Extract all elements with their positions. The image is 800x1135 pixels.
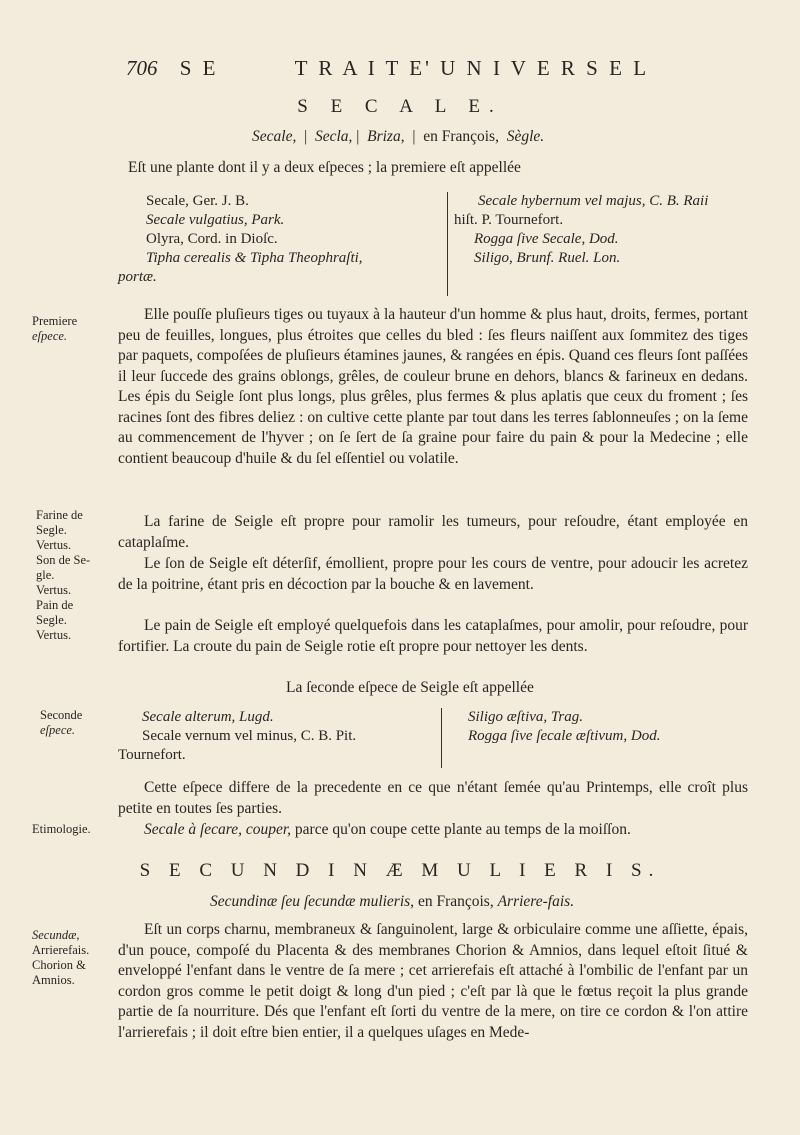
margin-text: Segle. bbox=[36, 523, 67, 537]
margin-text: Amnios. bbox=[32, 973, 75, 987]
syn-left-line: Secale vulgatius, Park. bbox=[146, 212, 285, 228]
syn2-left-line bbox=[142, 708, 356, 727]
margin-text: Secundæ, bbox=[32, 928, 80, 942]
paragraph-description: Elle pouſſe pluſieurs tiges ou tuyaux à la hauteur d'un homme & plus haut, droits, fermes, portant peu de feuilles, longues, plus étroites que celles du bled : ſes fleurs naiſſent aux ſommitez des tiges par paquets, compoſées de pluſieurs étamines jaunes, & rangées en épis. Quand ces fleurs ſont paſſées il leur ſuccede des grains oblongs, grêles, de couleur brune en dehors, blancs & farineux en dedans. Les épis du Seigle ſont plus longs, plus grêles, plus fermes & plus aplatis que ceux du froment ; ſes racines ſont des fibres deliez : on cultive cette plante par tout dans les terres ſablonneuſes ; on la ſeme au commencement de l'hyver ; on ſe ſert de ſa graine pour faire du pain & pour la Medecine ; elle contient beaucoup d'huile & du ſel eſſentiel ou volatile. bbox=[118, 306, 748, 467]
synonyms-left bbox=[146, 192, 363, 268]
margin-text: Segle. bbox=[36, 613, 67, 627]
paragraph-differe: Cette eſpece differe de la precedente en ce que n'étant ſemée qu'au Printemps, elle croît plus petite en toutes ſes parties. bbox=[118, 779, 748, 817]
running-head bbox=[126, 56, 650, 81]
syn2-text: Secale vernum vel minus, C. B. Pit. bbox=[142, 728, 357, 744]
paragraph-farine: La farine de Seigle eſt propre pour ramolir les tumeurs, pour reſoudre, étant employée en cataplaſme. bbox=[118, 513, 748, 551]
syn-left-line: Secale, Ger. J. B. bbox=[146, 193, 249, 209]
secundinae-title: S E C U N D I N Æ M U L I E R I S. bbox=[139, 860, 661, 881]
margin-text: Vertus. bbox=[36, 583, 72, 597]
running-head-right: T R A I T E' U N I V E R S E L bbox=[294, 56, 650, 80]
margin-note-farine bbox=[36, 508, 90, 643]
column-divider bbox=[447, 192, 448, 296]
margin-text: Vertus. bbox=[36, 628, 72, 642]
etymology-term: Secale à ſecare, couper, bbox=[144, 821, 292, 838]
running-head-left: S E bbox=[179, 56, 219, 80]
syn-left-line: Olyra, Cord. in Dioſc. bbox=[146, 231, 278, 247]
name-secla: Secla bbox=[314, 128, 349, 145]
secale-title: S E C A L E. bbox=[297, 96, 503, 117]
syn-left-line: portæ. bbox=[118, 269, 157, 285]
syn2-text: Secale alterum, Lugd. bbox=[142, 709, 274, 725]
margin-text: eſpece. bbox=[32, 329, 68, 343]
margin-text: Chorion & bbox=[32, 958, 86, 972]
name-secale: Secale bbox=[252, 128, 293, 145]
syn-right-line: Siligo, Brunf. Ruel. Lon. bbox=[474, 250, 621, 266]
margin-note-premiere bbox=[32, 314, 77, 344]
etymology-text: parce qu'on coupe cette plante au temps de la moiſſon. bbox=[294, 821, 631, 838]
syn2-right-line: Siligo æſtiva, Trag. bbox=[468, 709, 584, 725]
syn2-left-line bbox=[142, 727, 356, 746]
margin-text: eſpece. bbox=[40, 723, 76, 737]
page-number: 706 bbox=[126, 56, 158, 80]
margin-text: Arrierefais. bbox=[32, 943, 90, 957]
syn2-right-line: Rogga ſive ſecale æſtivum, Dod. bbox=[468, 728, 661, 744]
synonyms2-left bbox=[142, 708, 356, 746]
secale-names: Secale, | Secla, | Briza, | en François, Sègle. bbox=[252, 128, 545, 145]
name-briza: Briza bbox=[367, 128, 401, 145]
paragraph-secundinae: Eſt un corps charnu, membraneux & ſanguinolent, large & orbiculaire comme une aſſiette, épais, d'un pouce, compoſé du Placenta & des membranes Chorion & Amnios, dans lequel eſtoit ſitué & enveloppé l'enfant dans le ventre de ſa mere ; cet arrierefais eſt attaché à l'ombilic de l'enfant par un cordon gros comme le petit doigt & long d'un pied ; c'eſt par là que le fœtus reçoit la plus grande partie de ſa nourriture. Dés que l'enfant eſt ſorti du ventre de la mere, on tire ce cordon & l'on attire l'arrierefais ; il doit eſtre bien entier, il a quelques uſages en Mede- bbox=[118, 921, 748, 1041]
syn-right-line: Rogga ſive Secale, Dod. bbox=[474, 231, 619, 247]
syn-right-line: Secale hybernum vel majus, C. B. Raii bbox=[478, 193, 709, 209]
syn-left-line: Tipha cerealis & Tipha Theophraſti, bbox=[146, 250, 363, 266]
secundinae-subtitle bbox=[210, 892, 574, 913]
paragraph-etimologie bbox=[144, 820, 631, 841]
subtitle-latin: Secundinæ ſeu ſecundæ mulieris, bbox=[210, 893, 415, 910]
margin-note-etimologie: Etimologie. bbox=[32, 822, 91, 836]
synonyms-right bbox=[454, 192, 708, 268]
name-francois: en François, bbox=[423, 128, 499, 145]
paragraph-seconde: La ſeconde eſpece de Seigle eſt appellée bbox=[286, 679, 534, 696]
paragraph-son: Le ſon de Seigle eſt déterſif, émollient, propre pour les cours de ventre, pour adoucir les acretez de la poitrine, étant pris en décoction par la bouche & en lavement. bbox=[118, 555, 748, 593]
subtitle-french: Arriere-fais. bbox=[497, 893, 575, 910]
margin-text: Vertus. bbox=[36, 538, 72, 552]
margin-text: Farine de bbox=[36, 508, 83, 522]
paragraph-pain: Le pain de Seigle eſt employé quelquefois dans les cataplaſmes, pour amolir, pour reſoudre, pour fortifier. La croute du pain de Seigle rotie eſt propre pour nettoyer les dents. bbox=[118, 617, 748, 655]
name-segle: Sègle. bbox=[506, 128, 545, 145]
margin-text: Son de Se- bbox=[36, 553, 91, 567]
subtitle-francois: en François, bbox=[417, 893, 494, 910]
margin-text: Seconde bbox=[40, 708, 83, 722]
margin-note-secundae bbox=[32, 928, 89, 988]
column-divider-2 bbox=[441, 708, 442, 768]
synonyms2-right bbox=[468, 708, 660, 746]
syn2-left-line: Tournefort. bbox=[118, 747, 186, 763]
margin-text: Pain de bbox=[36, 598, 74, 612]
syn-right-line: hiſt. P. Tournefort. bbox=[454, 212, 564, 228]
margin-note-seconde bbox=[40, 708, 82, 738]
margin-text: Premiere bbox=[32, 314, 78, 328]
margin-text: gle. bbox=[36, 568, 55, 582]
secale-intro: Eſt une plante dont il y a deux eſpeces ; la premiere eſt appellée bbox=[128, 159, 521, 176]
